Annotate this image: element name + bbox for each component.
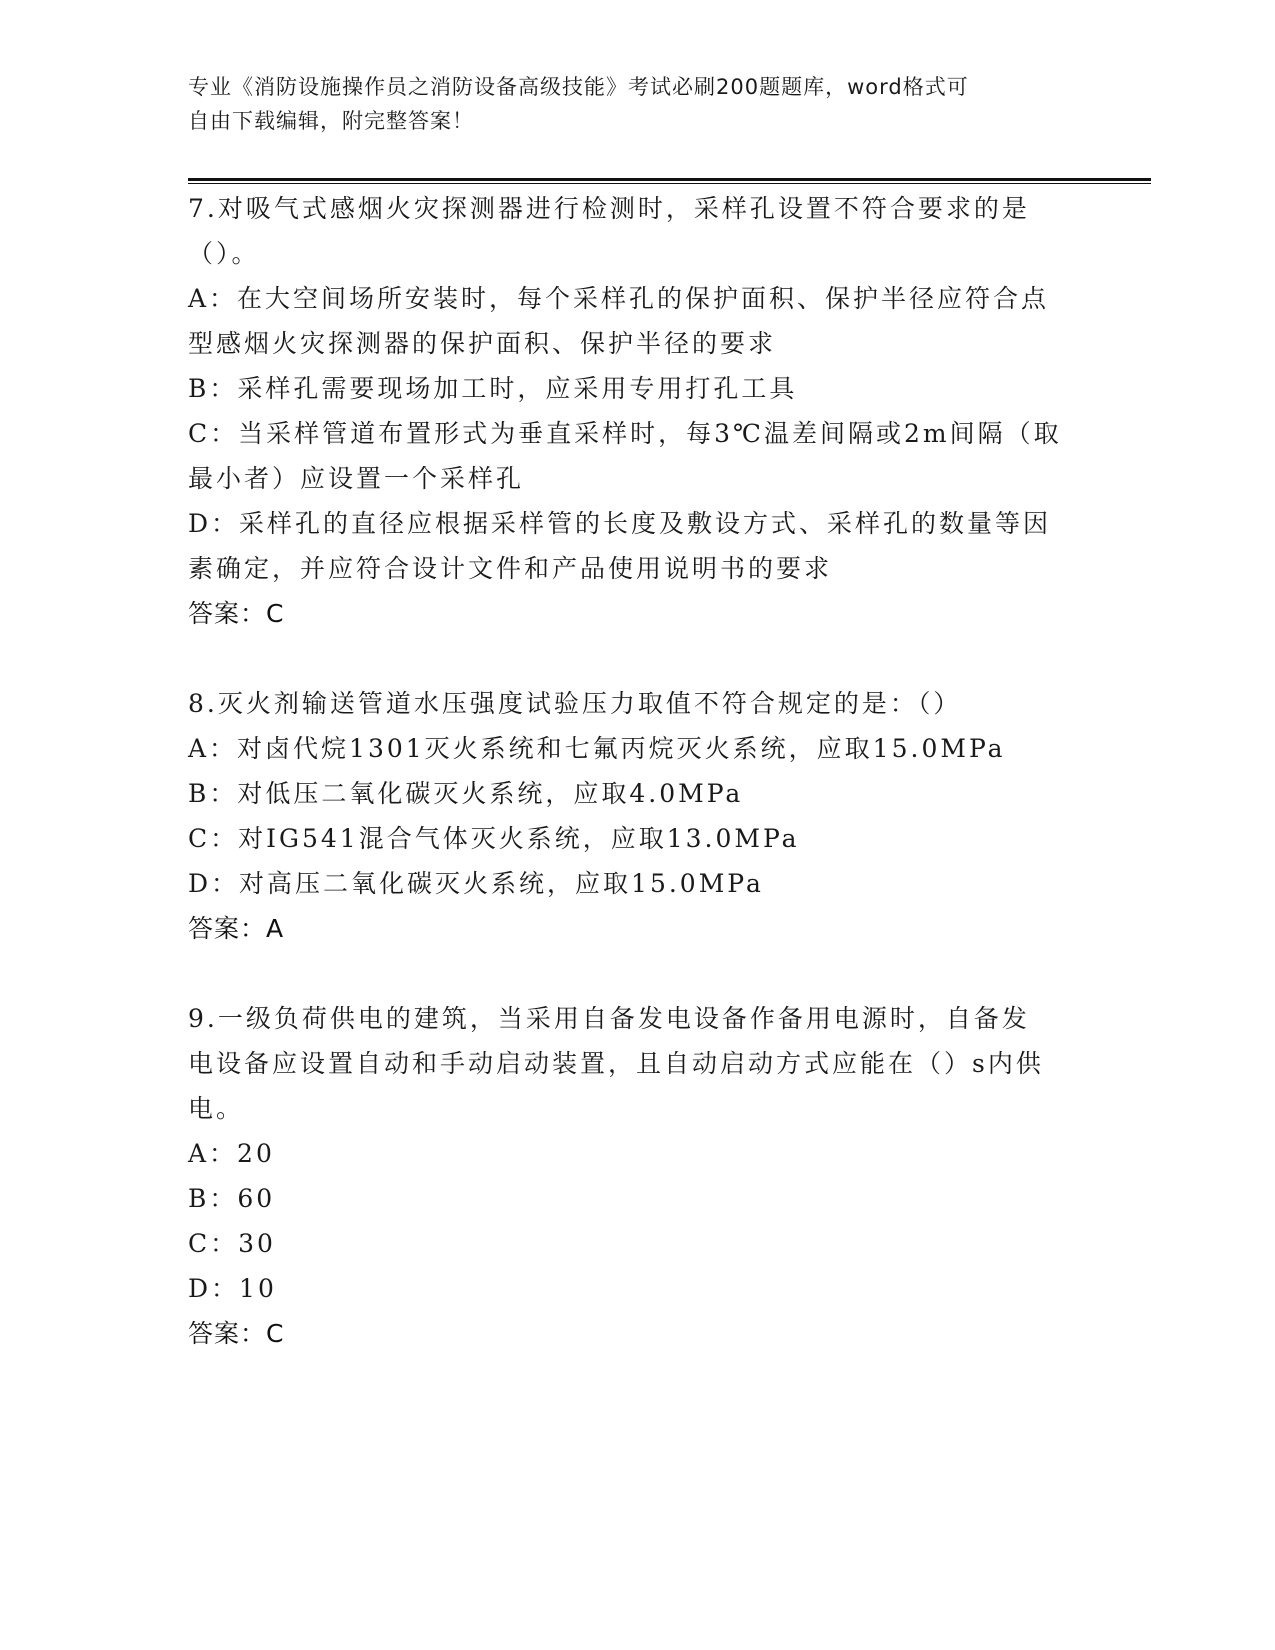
- option-c: C：当采样管道布置形式为垂直采样时，每3℃温差间隔或2m间隔（取: [188, 419, 1062, 448]
- option-c: C：对IG541混合气体灭火系统，应取13.0MPa: [188, 824, 800, 853]
- header-divider-thin: [188, 183, 1151, 184]
- header-line-1: 专业《消防设施操作员之消防设备高级技能》考试必刷200题题库，word格式可: [188, 75, 969, 99]
- option-d: D：对高压二氧化碳灭火系统，应取15.0MPa: [188, 869, 764, 898]
- option-d: D：10: [188, 1274, 277, 1303]
- option-a: A：20: [188, 1139, 275, 1168]
- answer-label: 答案：C: [188, 1319, 285, 1348]
- option-b: B：采样孔需要现场加工时，应采用专用打孔工具: [188, 374, 798, 403]
- option-a: A：在大空间场所安装时，每个采样孔的保护面积、保护半径应符合点: [188, 284, 1050, 313]
- option-c: C：30: [188, 1229, 276, 1258]
- document-header: [188, 70, 1088, 138]
- question-stem-line: 8.灭火剂输送管道水压强度试验压力取值不符合规定的是：（）: [188, 689, 962, 718]
- question-stem-line: 电。: [188, 1094, 245, 1123]
- answer-label: 答案：A: [188, 914, 285, 943]
- question-stem-line: 电设备应设置自动和手动启动装置，且自动启动方式应能在（）s内供: [188, 1049, 1044, 1078]
- option-b: B：对低压二氧化碳灭火系统，应取4.0MPa: [188, 779, 744, 808]
- question-7: [188, 186, 1088, 636]
- question-list: [188, 186, 1088, 1356]
- question-stem-line: 9.一级负荷供电的建筑，当采用自备发电设备作备用电源时，自备发: [188, 1004, 1030, 1033]
- header-line-2: 自由下载编辑，附完整答案！: [188, 109, 474, 133]
- question-stem-line: 7.对吸气式感烟火灾探测器进行检测时，采样孔设置不符合要求的是: [188, 194, 1030, 223]
- header-divider-thick: [188, 178, 1151, 181]
- question-9: [188, 996, 1088, 1356]
- option-b: B：60: [188, 1184, 276, 1213]
- option-c-continued: 最小者）应设置一个采样孔: [188, 464, 525, 493]
- question-8: [188, 681, 1088, 951]
- question-spacer: [188, 636, 1088, 681]
- question-stem-line: （）。: [188, 239, 260, 268]
- option-a-continued: 型感烟火灾探测器的保护面积、保护半径的要求: [188, 329, 777, 358]
- option-a: A：对卤代烷1301灭火系统和七氟丙烷灭火系统，应取15.0MPa: [188, 734, 1006, 763]
- answer-label: 答案：C: [188, 599, 285, 628]
- option-d: D：采样孔的直径应根据采样管的长度及敷设方式、采样孔的数量等因: [188, 509, 1052, 538]
- question-spacer: [188, 951, 1088, 996]
- option-d-continued: 素确定，并应符合设计文件和产品使用说明书的要求: [188, 554, 833, 583]
